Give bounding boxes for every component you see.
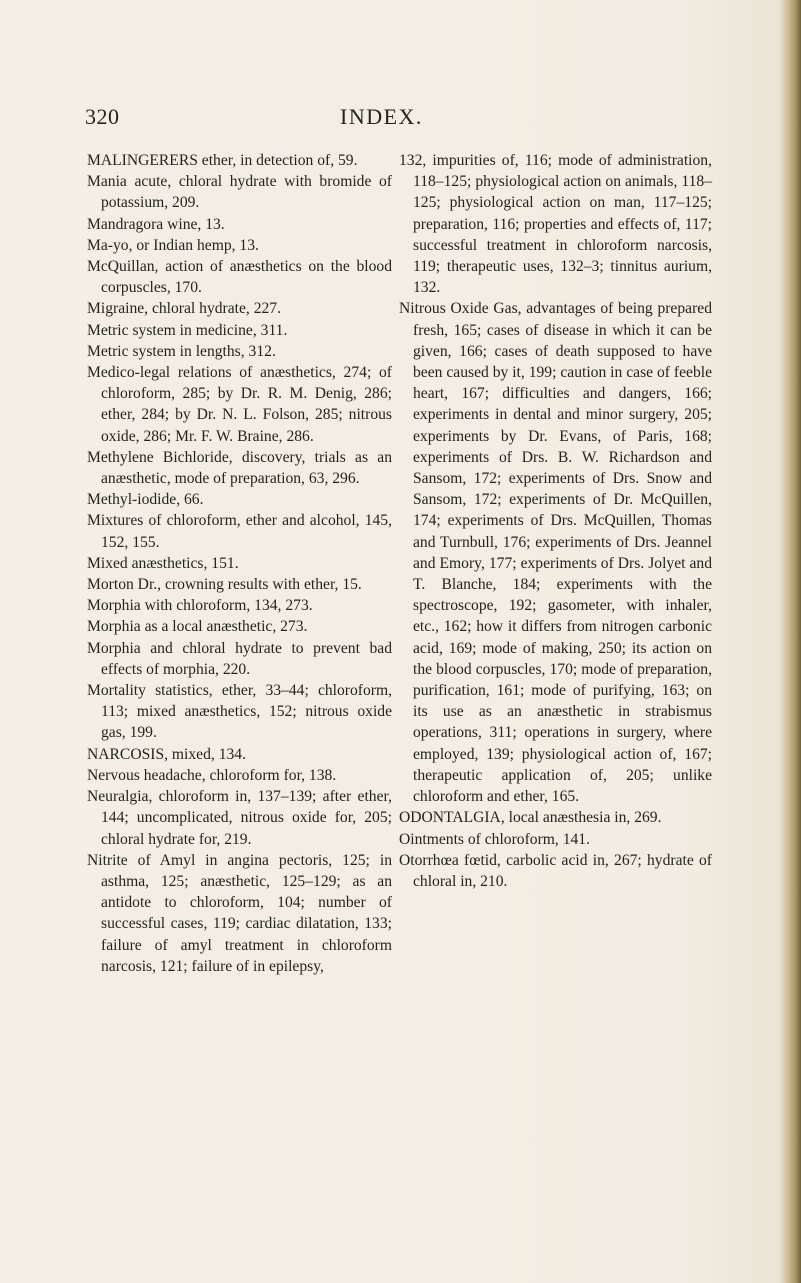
page-edge	[779, 0, 801, 1283]
index-entry: ODONTALGIA, local anæsthesia in, 269.	[399, 809, 662, 827]
index-entry: Mixed anæsthetics, 151.	[87, 554, 239, 572]
index-entry: Morphia with chloroform, 134, 273.	[87, 597, 313, 615]
index-entry: 132, impurities of, 116; mode of administration, 118–125; physiological action on animals, 118–125; physiological action on man, 117–125; preparation, 116; properties and effects of, 117; successful treatment in chloroform narcosis, 119; therapeutic uses, 132–3; tinnitus aurium, 132.	[399, 152, 712, 297]
index-entry: Morton Dr., crowning results with ether, 15.	[87, 576, 362, 594]
index-entry: Metric system in medicine, 311.	[87, 321, 288, 339]
index-entry: Nitrite of Amyl in angina pectoris, 125; in asthma, 125; anæsthetic, 125–129; as an antidote to chloroform, 104; number of successful cases, 119; cardiac dilatation, 133; failure of amyl treatment in chloroform narcosis, 121; failure of in epilepsy,	[87, 851, 392, 975]
index-entry: Ointments of chloroform, 141.	[399, 830, 590, 848]
index-entry: Migraine, chloral hydrate, 227.	[87, 300, 281, 318]
index-entry: Methylene Bichloride, discovery, trials as an anæsthetic, mode of preparation, 63, 296.	[87, 448, 392, 488]
index-entry: Medico-legal relations of anæsthetics, 274; of chloroform, 285; by Dr. R. M. Denig, 286; ether, 284; by Dr. N. L. Folson, 285; nitrous oxide, 286; Mr. F. W. Braine, 286.	[87, 364, 392, 445]
index-entry: Morphia and chloral hydrate to prevent bad effects of morphia, 220.	[87, 639, 392, 678]
index-entry: Methyl-iodide, 66.	[87, 491, 204, 509]
index-entry: Mania acute, chloral hydrate with bromide of potassium, 209.	[87, 173, 392, 212]
page-number: 320	[85, 104, 120, 129]
index-entry: Nitrous Oxide Gas, advantages of being prepared fresh, 165; cases of disease in which it can be given, 166; cases of death supposed to have been caused by it, 199; caution in case of feeble heart, 167; difficulties and dangers, 166; experiments in dental and minor surgery, 205; experiments by Dr. Evans, of Paris, 168; experiments of Drs. B. W. Richardson and Sansom, 172; experiments of Drs. Snow and Sansom, 172; experiments of Dr. McQuillen, 174; experiments of Drs. McQuillen, Thomas and Turnbull, 176; experiments of Drs. Jeannel and Emory, 177; experiments of Drs. Jolyet and T. Blanche, 184; experiments with the spectroscope, 192; gasometer, with inhaler, etc., 162; how it differs from nitrogen carbonic acid, 169; mode of making, 250; its action on the blood corpuscles, 170; mode of preparation, purification, 161; mode of purifying, 163; on its use as an anæsthetic in strabismus operations, 311; operations in surgery, where employed, 139; physiological action of, 167; therapeutic application of, 205; unlike chloroform and ether, 165.	[399, 300, 712, 806]
index-entry: McQuillan, action of anæsthetics on the blood corpuscles, 170.	[87, 258, 392, 297]
left-column	[87, 150, 392, 977]
index-entry: MALINGERERS ether, in detection of, 59.	[87, 152, 358, 169]
index-entry: Mixtures of chloroform, ether and alcohol, 145, 152, 155.	[87, 512, 392, 551]
index-entry: Mortality statistics, ether, 33–44; chloroform, 113; mixed anæsthetics, 152; nitrous oxide gas, 199.	[87, 682, 392, 742]
page-title: INDEX.	[340, 104, 423, 129]
index-entry: Ma-yo, or Indian hemp, 13.	[87, 236, 259, 254]
index-entry: Metric system in lengths, 312.	[87, 342, 276, 360]
index-entry: NARCOSIS, mixed, 134.	[87, 745, 246, 763]
index-entry: Morphia as a local anæsthetic, 273.	[87, 618, 308, 636]
index-entry: Mandragora wine, 13.	[87, 215, 225, 233]
index-entry: Neuralgia, chloroform in, 137–139; after ether, 144; uncomplicated, nitrous oxide for, 205; chloral hydrate for, 219.	[87, 788, 392, 848]
index-entry: Otorrhœa fœtid, carbolic acid in, 267; hydrate of chloral in, 210.	[399, 851, 712, 890]
index-entry: Nervous headache, chloroform for, 138.	[87, 766, 337, 784]
right-column	[399, 150, 712, 892]
